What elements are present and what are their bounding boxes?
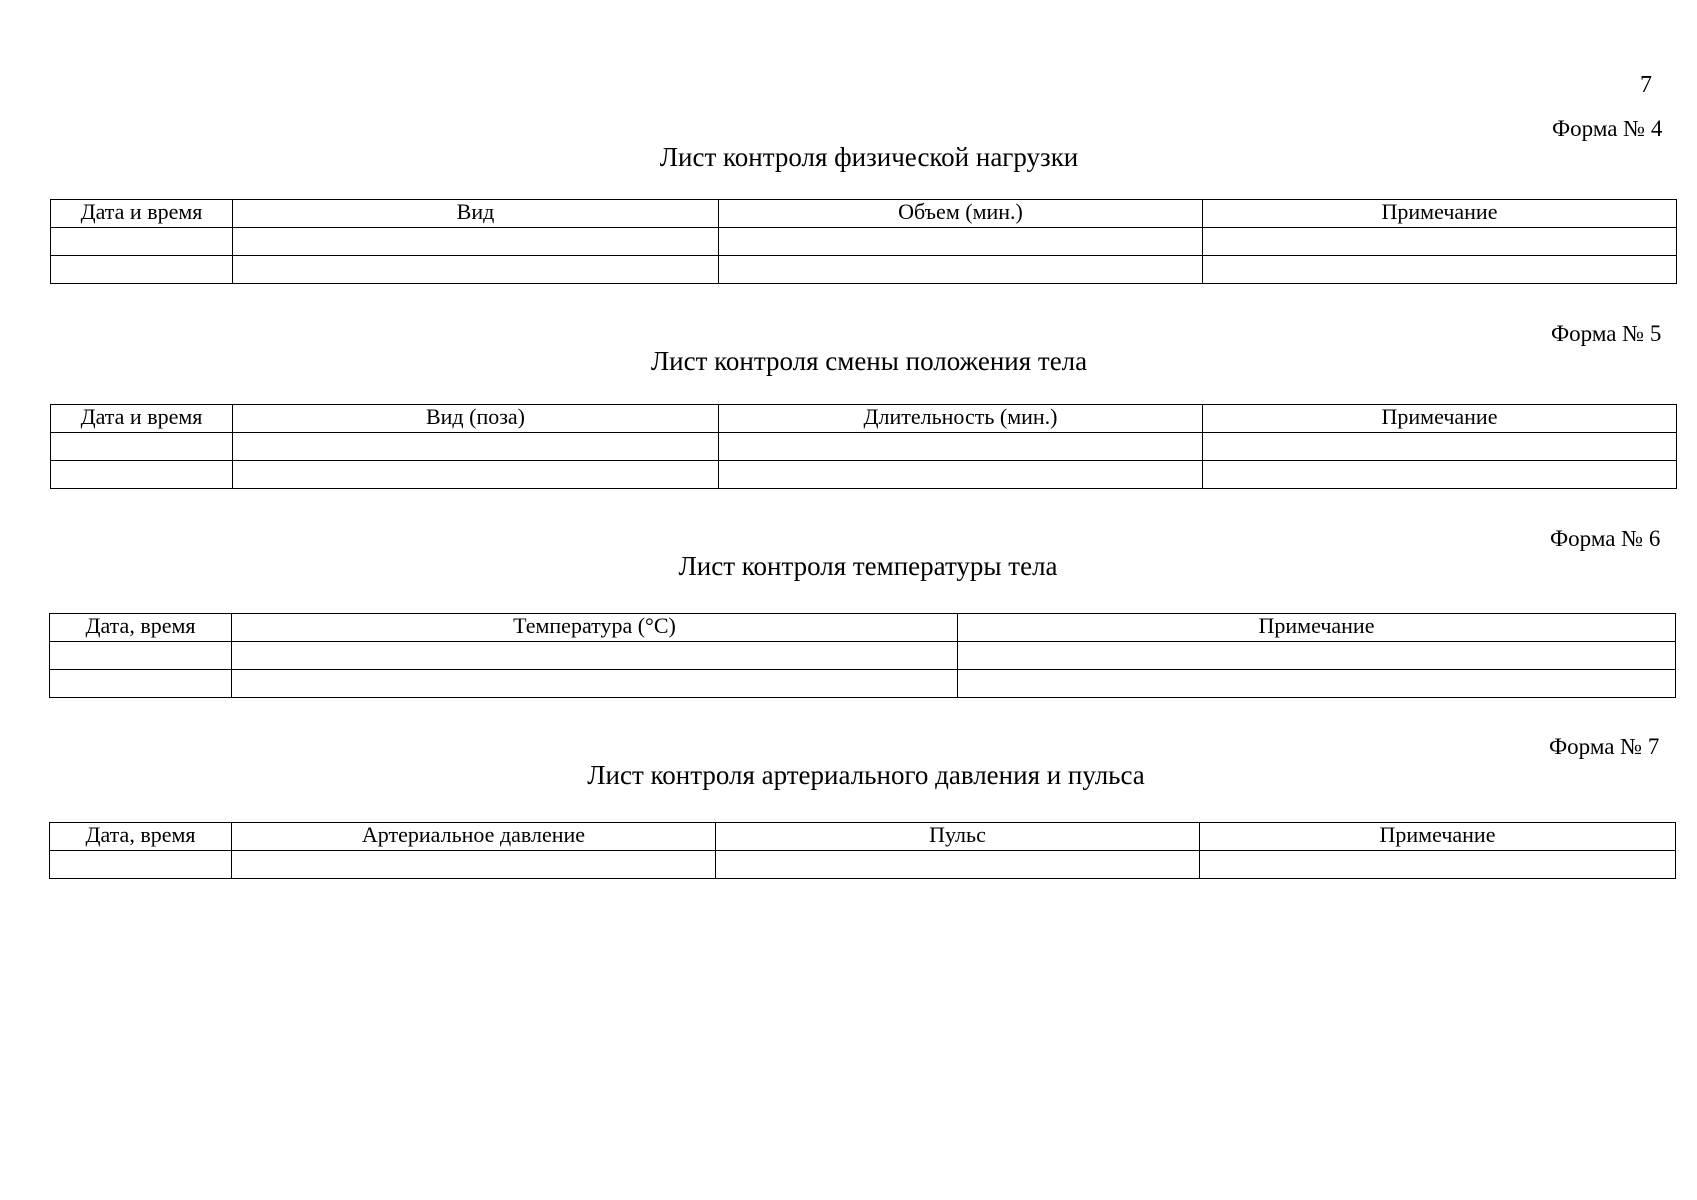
form-5-col-duration: Длительность (мин.) <box>719 405 1203 433</box>
form-5-col-datetime: Дата и время <box>51 405 233 433</box>
form-4-title: Лист контроля физической нагрузки <box>659 142 1079 172</box>
form-7-header-row <box>50 823 1676 851</box>
form-4-cell[interactable] <box>51 228 233 256</box>
form-5-label: Форма № 5 <box>1551 321 1662 346</box>
form-5-header-row <box>51 405 1677 433</box>
form-7-cell[interactable] <box>716 851 1200 879</box>
form-4-row-1 <box>51 228 1677 256</box>
form-4-cell[interactable] <box>233 256 719 284</box>
form-5-cell[interactable] <box>233 433 719 461</box>
form-6-row-2 <box>50 670 1676 698</box>
form-4-cell[interactable] <box>719 256 1203 284</box>
form-7-row-1 <box>50 851 1676 879</box>
form-5-cell[interactable] <box>719 433 1203 461</box>
form-6-col-temperature: Температура (°С) <box>232 614 958 642</box>
form-5-col-note: Примечание <box>1203 405 1677 433</box>
form-4-label: Форма № 4 <box>1552 116 1663 141</box>
form-6-cell[interactable] <box>958 642 1676 670</box>
form-5-cell[interactable] <box>51 461 233 489</box>
form-4-header-row <box>51 200 1677 228</box>
form-7-cell[interactable] <box>232 851 716 879</box>
form-7-col-note: Примечание <box>1200 823 1676 851</box>
form-4-cell[interactable] <box>51 256 233 284</box>
form-4-cell[interactable] <box>719 228 1203 256</box>
form-6-cell[interactable] <box>50 642 232 670</box>
form-6-cell[interactable] <box>958 670 1676 698</box>
form-5-title: Лист контроля смены положения тела <box>650 346 1088 376</box>
form-4-col-type: Вид <box>233 200 719 228</box>
form-4-col-volume: Объем (мин.) <box>719 200 1203 228</box>
form-7-cell[interactable] <box>1200 851 1676 879</box>
form-6-cell[interactable] <box>232 642 958 670</box>
form-6-row-1 <box>50 642 1676 670</box>
form-5-table <box>50 404 1677 489</box>
form-6-header-row <box>50 614 1676 642</box>
form-5-col-pose: Вид (поза) <box>233 405 719 433</box>
page-number: 7 <box>1640 72 1652 98</box>
form-6-table <box>49 613 1676 698</box>
form-7-cell[interactable] <box>50 851 232 879</box>
form-4-row-2 <box>51 256 1677 284</box>
form-7-col-datetime: Дата, время <box>50 823 232 851</box>
form-4-cell[interactable] <box>233 228 719 256</box>
form-6-col-note: Примечание <box>958 614 1676 642</box>
form-6-cell[interactable] <box>232 670 958 698</box>
form-4-col-datetime: Дата и время <box>51 200 233 228</box>
form-4-table <box>50 199 1677 284</box>
form-6-cell[interactable] <box>50 670 232 698</box>
form-4-col-note: Примечание <box>1203 200 1677 228</box>
form-5-cell[interactable] <box>1203 433 1677 461</box>
form-6-title: Лист контроля температуры тела <box>678 551 1058 581</box>
form-5-cell[interactable] <box>719 461 1203 489</box>
form-7-table <box>49 822 1676 879</box>
form-5-row-1 <box>51 433 1677 461</box>
form-7-title: Лист контроля артериального давления и пульса <box>587 760 1145 790</box>
form-4-cell[interactable] <box>1203 256 1677 284</box>
form-7-col-pulse: Пульс <box>716 823 1200 851</box>
form-5-cell[interactable] <box>1203 461 1677 489</box>
form-5-row-2 <box>51 461 1677 489</box>
form-7-label: Форма № 7 <box>1549 734 1660 759</box>
form-6-label: Форма № 6 <box>1550 526 1661 551</box>
form-4-cell[interactable] <box>1203 228 1677 256</box>
form-5-cell[interactable] <box>233 461 719 489</box>
form-6-col-datetime: Дата, время <box>50 614 232 642</box>
form-7-col-blood-pressure: Артериальное давление <box>232 823 716 851</box>
form-5-cell[interactable] <box>51 433 233 461</box>
